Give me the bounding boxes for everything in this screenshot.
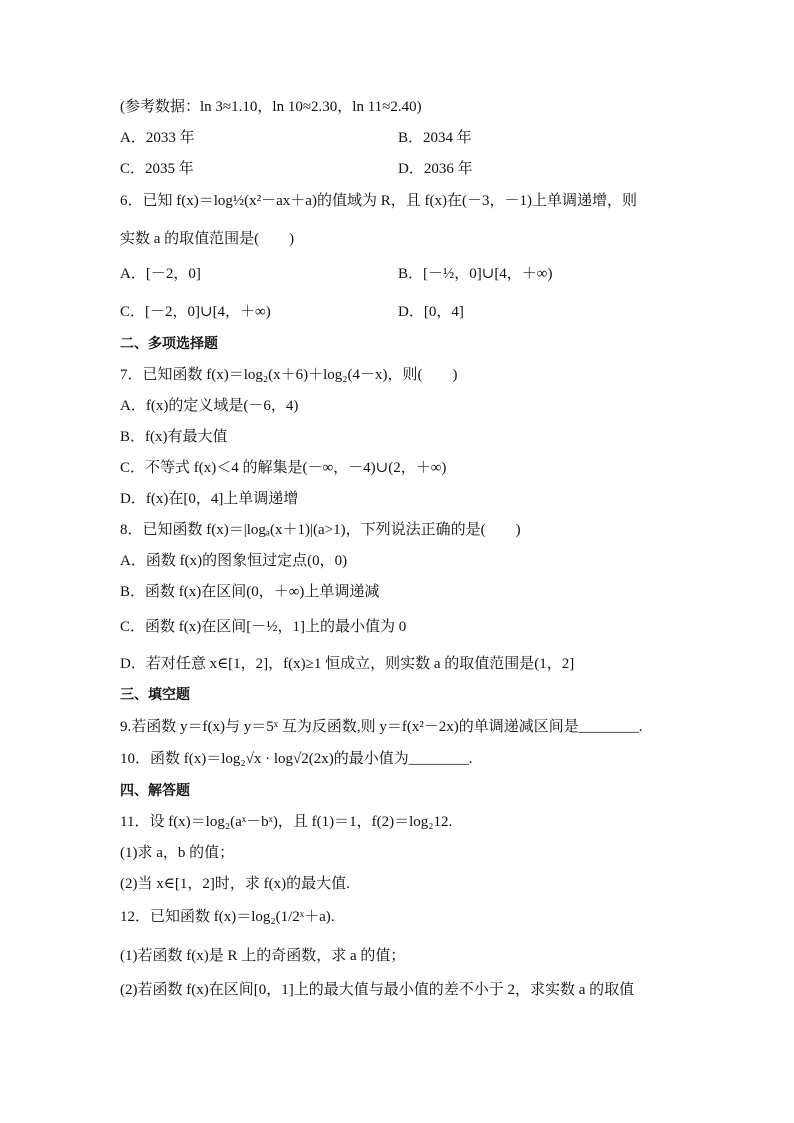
q6-option-b: B．[－½，0]∪[4，＋∞) xyxy=(398,266,553,282)
q5-option-d: D．2036 年 xyxy=(398,161,473,177)
q7-stem: 7．已知函数 f(x)＝log₂(x＋6)＋log₂(4－x)，则( ) xyxy=(120,367,458,383)
q7-option-a: A．f(x)的定义域是(－6，4) xyxy=(120,398,299,414)
section-solution: 四、解答题 xyxy=(120,783,190,799)
q5-option-a: A．2033 年 xyxy=(120,130,195,146)
q8-option-c: C．函数 f(x)在区间[－½，1]上的最小值为 0 xyxy=(120,619,407,635)
q11-part1: (1)求 a，b 的值； xyxy=(120,845,235,861)
q6-stem: 6．已知 f(x)＝log½(x²－ax＋a)的值域为 R，且 f(x)在(－3，－1)上单调递增，则 xyxy=(120,193,637,209)
q6-option-c: C．[－2，0]∪[4，＋∞) xyxy=(120,304,271,320)
q6-option-a: A．[－2，0] xyxy=(120,266,201,282)
q8-option-a: A．函数 f(x)的图象恒过定点(0，0) xyxy=(120,553,348,569)
q5-option-b: B．2034 年 xyxy=(398,130,472,146)
q11-stem: 11．设 f(x)＝log₂(aˣ－bˣ)，且 f(1)＝1，f(2)＝log₂12. xyxy=(120,814,453,830)
q7-option-d: D．f(x)在[0，4]上单调递增 xyxy=(120,491,299,507)
q12-part1: (1)若函数 f(x)是 R 上的奇函数，求 a 的值； xyxy=(120,948,406,964)
q8-option-b: B．函数 f(x)在区间(0，＋∞)上单调递减 xyxy=(120,584,380,600)
q5-option-c: C．2035 年 xyxy=(120,161,194,177)
q10-stem: 10．函数 f(x)＝log₂√x · log√2(2x)的最小值为________. xyxy=(120,751,473,767)
q12-stem: 12．已知函数 f(x)＝log₂(1/2ˣ＋a). xyxy=(120,909,335,925)
q12-part2: (2)若函数 f(x)在区间[0，1]上的最大值与最小值的差不小于 2，求实数 a 的取值 xyxy=(120,982,635,998)
q8-stem: 8．已知函数 f(x)＝|logₐ(x＋1)|(a>1)，下列说法正确的是( ) xyxy=(120,522,521,538)
section-fill-blank: 三、填空题 xyxy=(120,687,190,703)
q7-option-c: C．不等式 f(x)＜4 的解集是(－∞，－4)∪(2，＋∞) xyxy=(120,460,447,476)
section-multi-choice: 二、多项选择题 xyxy=(120,336,218,352)
q6-stem-cont: 实数 a 的取值范围是( ) xyxy=(120,231,295,247)
q11-part2: (2)当 x∈[1，2]时，求 f(x)的最大值. xyxy=(120,876,350,892)
q8-option-d: D．若对任意 x∈[1，2]，f(x)≥1 恒成立，则实数 a 的取值范围是(1，2] xyxy=(120,656,575,672)
q9-stem: 9.若函数 y＝f(x)与 y＝5ˣ 互为反函数,则 y＝f(x²－2x)的单调递减区间是________. xyxy=(120,719,643,735)
q6-option-d: D．[0，4] xyxy=(398,304,464,320)
q7-option-b: B．f(x)有最大值 xyxy=(120,429,228,445)
reference-data-note: (参考数据：ln 3≈1.10，ln 10≈2.30，ln 11≈2.40) xyxy=(120,99,422,115)
